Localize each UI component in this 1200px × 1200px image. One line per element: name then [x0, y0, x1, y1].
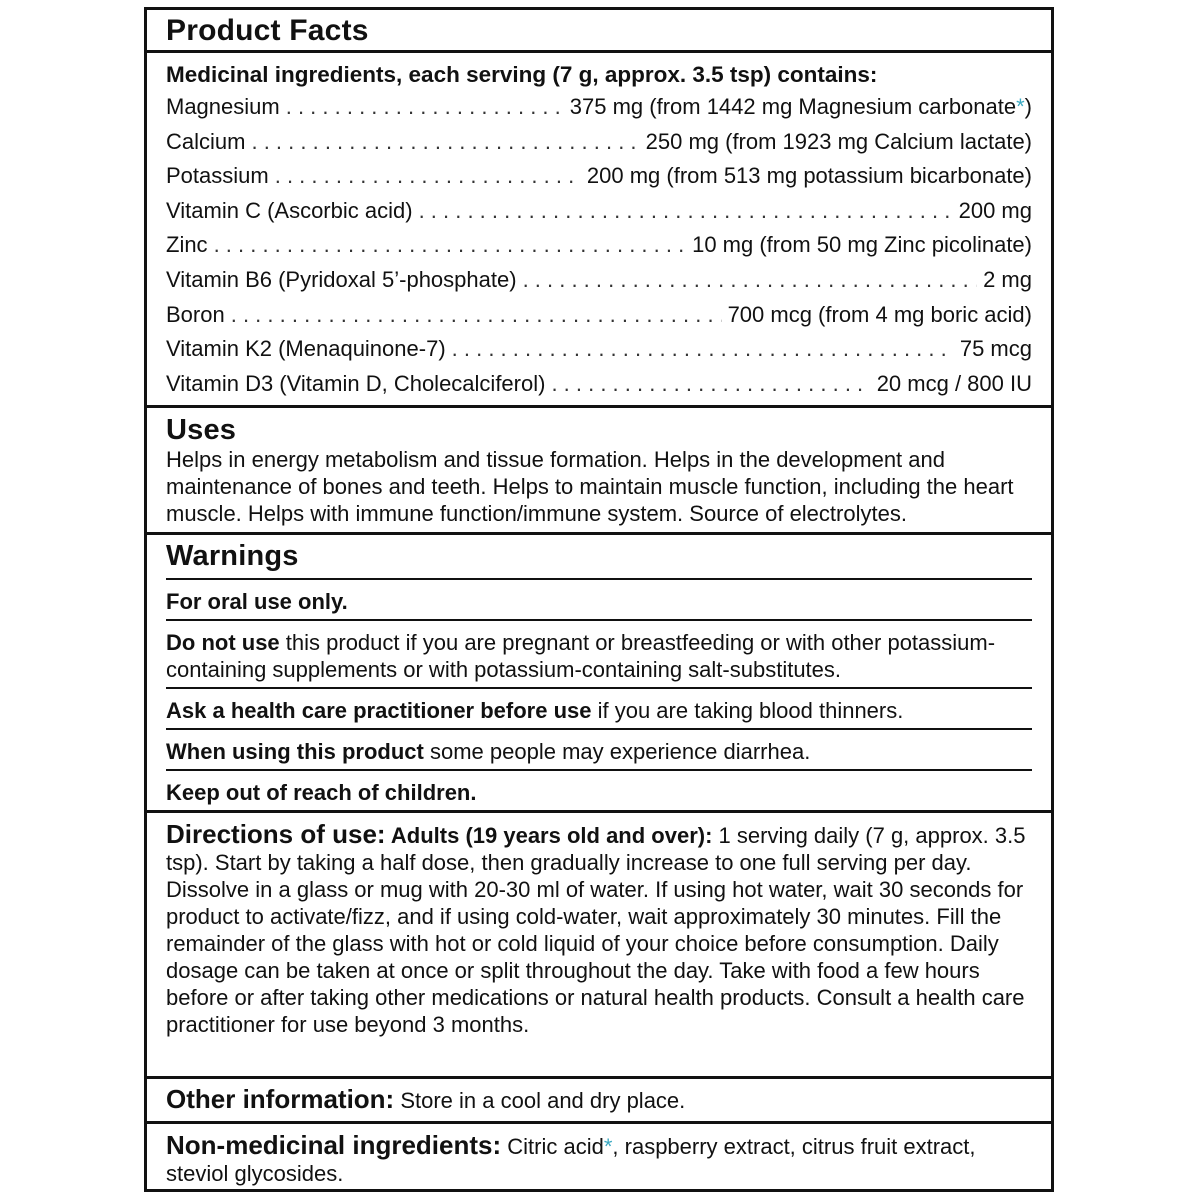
ingredient-name: Potassium: [166, 163, 269, 189]
dot-leader: [251, 125, 639, 160]
ingredient-amount: [587, 159, 1032, 194]
warning-when-text: some people may experience diarrhea.: [423, 739, 811, 764]
warning-do-not-use-text: this product if you are pregnant or breastfeeding or with other potassium-containing supplements or with potassium-containing salt-substitutes.: [166, 630, 996, 682]
warnings-heading-row: [166, 535, 1032, 580]
directions-section: [147, 813, 1051, 1079]
other-information-section: [147, 1079, 1051, 1124]
warning-oral-use: [166, 580, 1032, 621]
ingredient-amount-text: 20 mcg / 800 IU: [876, 370, 1032, 396]
ingredient-name: Vitamin D3 (Vitamin D, Cholecalciferol): [166, 370, 546, 396]
warning-when-bold: When using this product: [166, 739, 424, 764]
ingredient-row: [166, 332, 1032, 367]
non-medicinal-asterisk: *: [603, 1134, 613, 1159]
ingredient-amount: [728, 298, 1032, 333]
page-title: Product Facts: [166, 14, 369, 47]
ingredient-row: [166, 90, 1032, 125]
non-medicinal-heading: Non-medicinal ingredients:: [166, 1130, 502, 1160]
medicinal-heading: Medicinal ingredients, each serving (7 g, approx. 3.5 tsp) contains:: [166, 62, 878, 87]
warning-ask-practitioner: [166, 689, 1032, 730]
dot-leader: [523, 263, 978, 298]
warnings-heading: Warnings: [166, 540, 299, 572]
dot-leader: [286, 90, 564, 125]
ingredient-amount-text: 250 mg (from 1923 mg Calcium lactate): [645, 128, 1032, 154]
ingredient-asterisk: *: [1016, 94, 1025, 119]
ingredient-amount-text: 200 mg: [958, 197, 1032, 223]
ingredient-row: [166, 263, 1032, 298]
ingredient-amount-text: 200 mg (from 513 mg potassium bicarbonate): [586, 163, 1032, 189]
warning-oral-text: For oral use only.: [166, 589, 348, 614]
ingredient-amount-text: 75 mcg: [959, 336, 1032, 362]
dot-leader: [214, 228, 687, 263]
ingredient-amount-text: 375 mg (from 1442 mg Magnesium carbonate: [569, 94, 1017, 119]
ingredient-name: Calcium: [166, 128, 246, 154]
warning-keep-out: [166, 771, 1032, 810]
warning-ask-bold: Ask a health care practitioner before use: [166, 698, 592, 723]
ingredient-amount: [959, 194, 1032, 229]
ingredient-close-paren: ): [1024, 94, 1032, 119]
non-medicinal-rest: , raspberry extract, citrus fruit extract, steviol glycosides.: [166, 1134, 976, 1186]
ingredient-row: [166, 194, 1032, 229]
non-medicinal-first: Citric acid: [501, 1134, 604, 1159]
directions-text-block: [166, 821, 1032, 1038]
other-information-text: Store in a cool and dry place.: [394, 1088, 686, 1113]
warnings-section: [147, 535, 1051, 813]
warning-when-using: [166, 730, 1032, 771]
ingredient-amount: [570, 90, 1032, 125]
ingredient-name: Vitamin K2 (Menaquinone-7): [166, 336, 446, 362]
uses-text: Helps in energy metabolism and tissue formation. Helps in the development and maintenance of bones and teeth. Helps to maintain muscle function, including the heart muscle. Helps with immune function/immune system. Source of electrolytes.: [166, 447, 1014, 526]
directions-heading: Directions of use:: [166, 819, 386, 849]
warning-keep-text: Keep out of reach of children.: [166, 780, 477, 805]
ingredient-row: [166, 228, 1032, 263]
ingredient-row: [166, 159, 1032, 194]
non-medicinal-block: [166, 1132, 1032, 1187]
warning-do-not-use-bold: Do not use: [166, 630, 280, 655]
dot-leader: [452, 332, 954, 367]
warning-ask-text: if you are taking blood thinners.: [591, 698, 904, 723]
ingredient-name: Vitamin C (Ascorbic acid): [166, 197, 413, 223]
warning-do-not-use: [166, 621, 1032, 689]
ingredient-name: Zinc: [166, 232, 208, 258]
non-medicinal-section: [147, 1124, 1051, 1187]
ingredient-amount: [960, 332, 1032, 367]
dot-leader: [231, 298, 722, 333]
ingredient-amount: [877, 367, 1032, 402]
ingredient-row: [166, 298, 1032, 333]
ingredient-amount-text: 2 mg: [983, 266, 1032, 292]
uses-section: [147, 408, 1051, 535]
product-facts-label: [144, 7, 1054, 1192]
ingredient-amount-text: 700 mcg (from 4 mg boric acid): [727, 301, 1032, 327]
dot-leader: [551, 367, 870, 402]
other-information-block: [166, 1084, 1032, 1116]
ingredient-name: Magnesium: [166, 94, 280, 119]
dot-leader: [275, 159, 581, 194]
title-section: [147, 10, 1051, 53]
other-information-heading: Other information:: [166, 1084, 395, 1114]
dot-leader: [419, 194, 953, 229]
ingredient-row: [166, 125, 1032, 160]
ingredient-name: Vitamin B6 (Pyridoxal 5’-phosphate): [166, 266, 517, 292]
ingredient-list: [166, 90, 1032, 401]
ingredient-name: Boron: [166, 301, 225, 327]
ingredient-amount: [692, 228, 1032, 263]
ingredient-row: [166, 367, 1032, 402]
ingredient-amount-text: 10 mg (from 50 mg Zinc picolinate): [692, 232, 1032, 258]
medicinal-section: [147, 53, 1051, 408]
directions-adults: Adults (19 years old and over):: [385, 823, 713, 848]
ingredient-amount: [983, 263, 1032, 298]
uses-heading: Uses: [166, 414, 237, 446]
ingredient-amount: [646, 125, 1032, 160]
directions-text: 1 serving daily (7 g, approx. 3.5 tsp). Start by taking a half dose, then gradually increase to one full serving per day. Dissolve in a glass or mug with 20-30 ml of water. If using hot water, wait 30 seconds for product to activate/fizz, and if using cold-water, wait approximately 30 minutes. Fill the remainder of the glass with hot or cold liquid of your choice before consumption. Daily dosage can be taken at once or split throughout the day. Take with food a few hours before or after taking other medications or natural health products. Consult a health care practitioner for use beyond 3 months.: [166, 823, 1026, 1037]
